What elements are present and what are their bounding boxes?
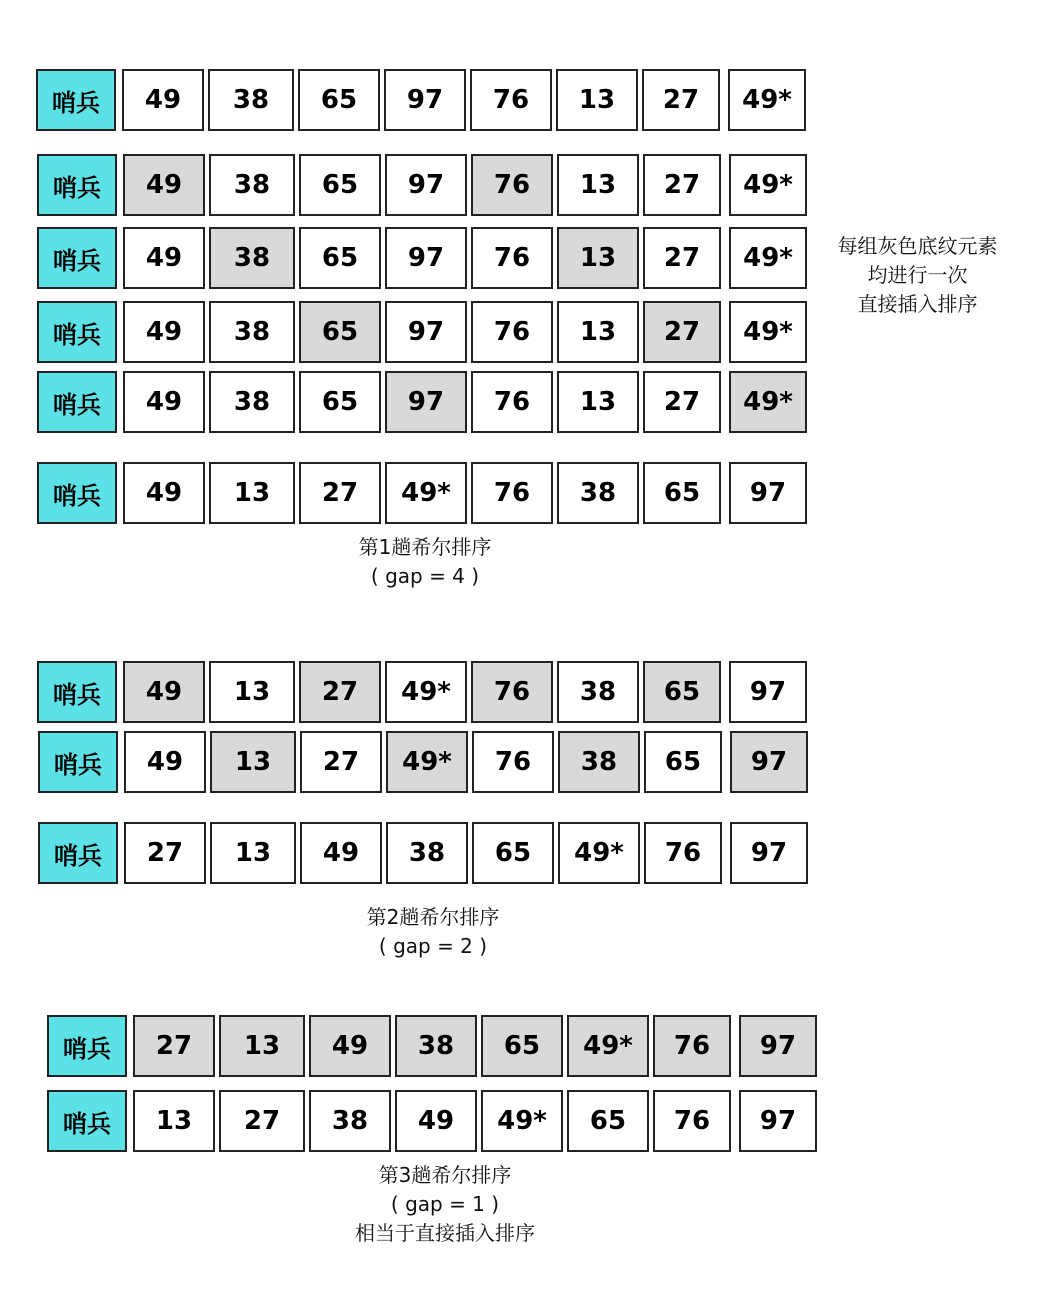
sentinel-cell: 哨兵: [47, 1015, 127, 1077]
caption-title: 第1趟希尔排序: [358, 535, 492, 559]
highlighted-array-cell: 76: [653, 1015, 731, 1077]
array-cell: 49*: [728, 69, 806, 131]
caption-title: 第2趟希尔排序: [366, 905, 500, 929]
array-cell: 49*: [385, 661, 467, 723]
array-cell: 38: [209, 154, 295, 216]
array-cell: 27: [300, 731, 382, 793]
array-cell: 97: [384, 69, 466, 131]
note-line: 每组灰色底纹元素: [837, 234, 998, 258]
array-cell: 97: [385, 227, 467, 289]
array-cell: 27: [642, 69, 720, 131]
caption-title: 第3趟希尔排序: [378, 1163, 512, 1187]
array-cell: 27: [643, 154, 721, 216]
pass-2-caption: [328, 903, 538, 961]
array-cell: 27: [643, 227, 721, 289]
array-cell: 76: [471, 462, 553, 524]
sentinel-cell: 哨兵: [36, 69, 116, 131]
sentinel-cell: 哨兵: [37, 661, 117, 723]
sentinel-cell: 哨兵: [38, 822, 118, 884]
array-cell: 13: [557, 301, 639, 363]
array-cell: 65: [472, 822, 554, 884]
array-cell: 76: [470, 69, 552, 131]
array-cell: 13: [133, 1090, 215, 1152]
highlighted-array-cell: 38: [395, 1015, 477, 1077]
array-cell: 13: [557, 154, 639, 216]
caption-gap: ( gap = 1 ): [390, 1192, 500, 1216]
array-cell: 76: [471, 301, 553, 363]
array-cell: 65: [299, 154, 381, 216]
array-cell: 38: [208, 69, 294, 131]
note-line: 均进行一次: [867, 263, 968, 287]
array-cell: 38: [557, 661, 639, 723]
array-cell: 49: [122, 69, 204, 131]
array-cell: 49*: [729, 227, 807, 289]
highlighted-array-cell: 76: [471, 154, 553, 216]
array-cell: 13: [557, 371, 639, 433]
sentinel-cell: 哨兵: [47, 1090, 127, 1152]
array-cell: 97: [385, 154, 467, 216]
highlighted-array-cell: 49: [123, 154, 205, 216]
array-cell: 76: [471, 227, 553, 289]
highlighted-array-cell: 97: [739, 1015, 817, 1077]
pass-1-caption: [320, 533, 530, 591]
highlighted-array-cell: 49: [123, 661, 205, 723]
array-cell: 38: [209, 371, 295, 433]
highlighted-array-cell: 76: [471, 661, 553, 723]
array-cell: 13: [209, 462, 295, 524]
array-cell: 49: [395, 1090, 477, 1152]
highlighted-array-cell: 13: [219, 1015, 305, 1077]
highlighted-array-cell: 65: [481, 1015, 563, 1077]
array-cell: 65: [298, 69, 380, 131]
array-cell: 27: [124, 822, 206, 884]
array-cell: 65: [644, 731, 722, 793]
array-cell: 76: [472, 731, 554, 793]
caption-gap: ( gap = 4 ): [370, 564, 480, 588]
array-cell: 49*: [385, 462, 467, 524]
highlighted-array-cell: 38: [209, 227, 295, 289]
array-cell: 27: [299, 462, 381, 524]
array-cell: 13: [209, 661, 295, 723]
pass-3-caption: [325, 1161, 565, 1248]
sentinel-cell: 哨兵: [37, 227, 117, 289]
array-cell: 49*: [481, 1090, 563, 1152]
array-cell: 76: [644, 822, 722, 884]
array-cell: 38: [386, 822, 468, 884]
highlighted-array-cell: 49*: [729, 371, 807, 433]
caption-gap: ( gap = 2 ): [378, 934, 488, 958]
array-cell: 49: [123, 227, 205, 289]
array-cell: 38: [557, 462, 639, 524]
array-cell: 27: [219, 1090, 305, 1152]
array-cell: 65: [643, 462, 721, 524]
sentinel-cell: 哨兵: [37, 154, 117, 216]
highlighted-array-cell: 65: [299, 301, 381, 363]
array-cell: 65: [299, 371, 381, 433]
highlighted-array-cell: 65: [643, 661, 721, 723]
array-cell: 97: [739, 1090, 817, 1152]
array-cell: 65: [567, 1090, 649, 1152]
highlighted-array-cell: 38: [558, 731, 640, 793]
array-cell: 65: [299, 227, 381, 289]
array-cell: 76: [653, 1090, 731, 1152]
array-cell: 49: [123, 462, 205, 524]
highlighted-array-cell: 97: [730, 731, 808, 793]
highlighted-array-cell: 49*: [567, 1015, 649, 1077]
array-cell: 49*: [729, 154, 807, 216]
array-cell: 97: [729, 661, 807, 723]
highlighted-array-cell: 49*: [386, 731, 468, 793]
array-cell: 49*: [558, 822, 640, 884]
highlighted-array-cell: 13: [557, 227, 639, 289]
array-cell: 38: [209, 301, 295, 363]
array-cell: 49: [123, 301, 205, 363]
array-cell: 13: [210, 822, 296, 884]
highlighted-array-cell: 27: [643, 301, 721, 363]
array-cell: 49: [300, 822, 382, 884]
sentinel-cell: 哨兵: [37, 462, 117, 524]
highlighted-array-cell: 49: [309, 1015, 391, 1077]
array-cell: 97: [729, 462, 807, 524]
highlighted-array-cell: 13: [210, 731, 296, 793]
array-cell: 27: [643, 371, 721, 433]
sentinel-cell: 哨兵: [37, 371, 117, 433]
highlighted-array-cell: 97: [385, 371, 467, 433]
array-cell: 49*: [729, 301, 807, 363]
sentinel-cell: 哨兵: [38, 731, 118, 793]
sentinel-cell: 哨兵: [37, 301, 117, 363]
highlighted-array-cell: 27: [299, 661, 381, 723]
note-line: 直接插入排序: [857, 292, 978, 316]
array-cell: 49: [124, 731, 206, 793]
array-cell: 13: [556, 69, 638, 131]
array-cell: 49: [123, 371, 205, 433]
group-note: [820, 232, 1015, 319]
array-cell: 97: [385, 301, 467, 363]
array-cell: 97: [730, 822, 808, 884]
array-cell: 76: [471, 371, 553, 433]
caption-note: 相当于直接插入排序: [355, 1221, 535, 1245]
array-cell: 38: [309, 1090, 391, 1152]
highlighted-array-cell: 27: [133, 1015, 215, 1077]
